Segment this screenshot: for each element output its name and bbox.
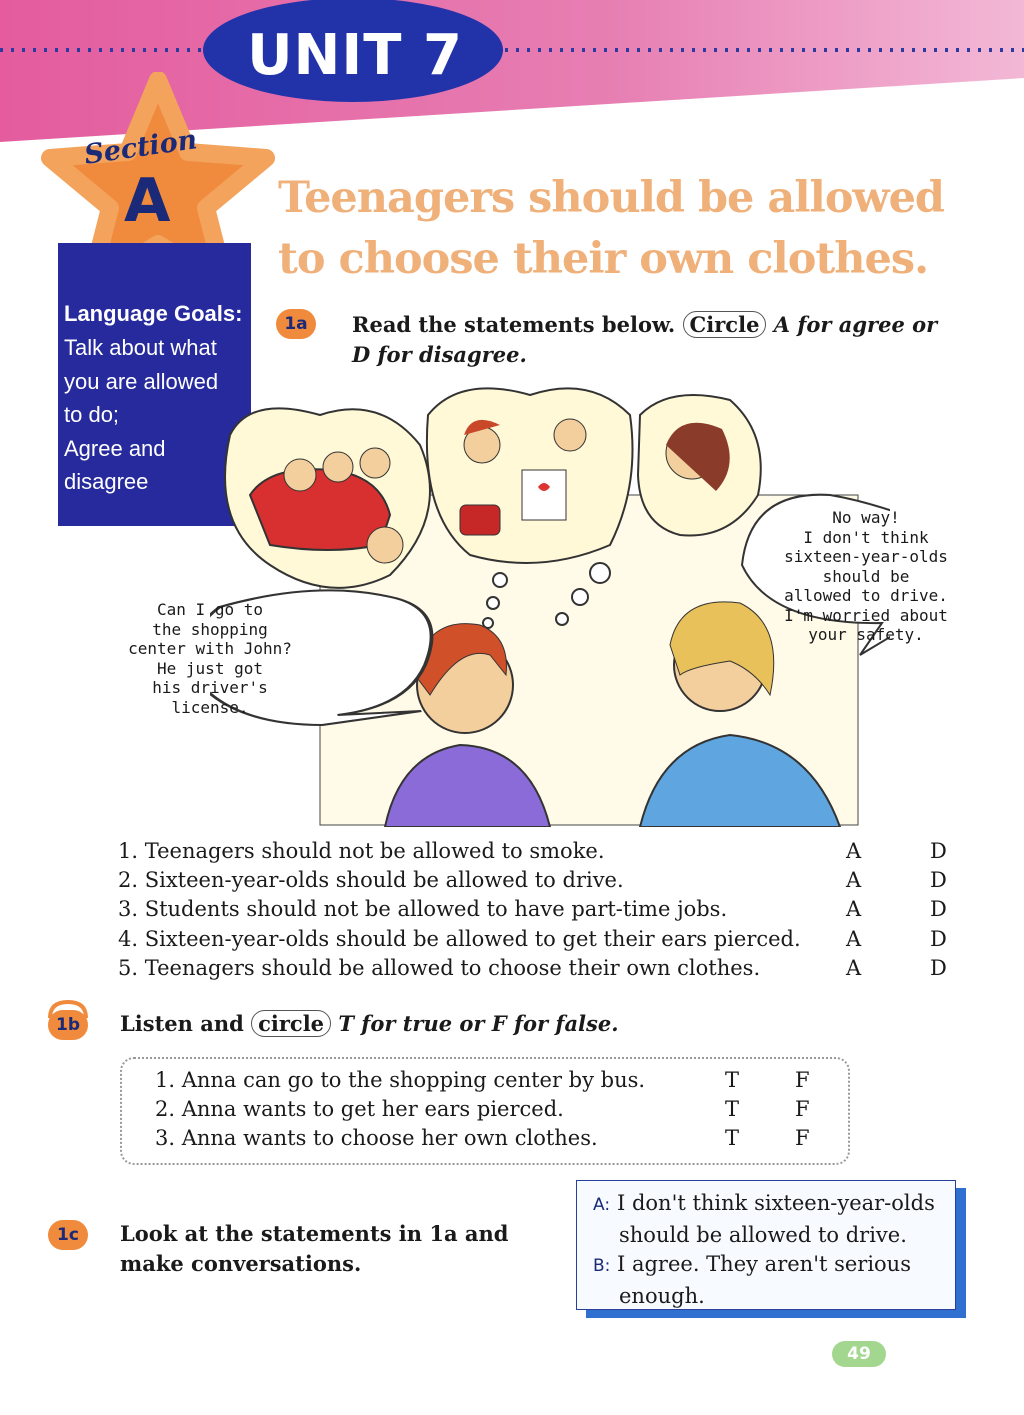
agree-option[interactable]: A — [846, 897, 862, 922]
language-goal-line: Talk about what — [64, 335, 217, 360]
dialog-line: I don't think sixteen-year-olds — [617, 1191, 935, 1215]
true-false-table — [155, 1065, 835, 1153]
language-goal-line: you are allowed — [64, 368, 219, 394]
agree-option[interactable]: A — [846, 867, 862, 892]
instruction-text: A for agree or — [773, 312, 938, 337]
statement-text: 5. Teenagers should be allowed to choose their own clothes. — [118, 955, 761, 980]
disagree-option[interactable]: D — [930, 867, 947, 892]
statement-row — [118, 836, 978, 865]
disagree-option[interactable]: D — [930, 897, 947, 922]
true-false-text: 1. Anna can go to the shopping center by bus. — [155, 1067, 646, 1092]
page-number: 49 — [832, 1341, 886, 1367]
circle-word: Circle — [683, 311, 767, 338]
language-goal-line: to do; — [64, 402, 120, 427]
activity-1b-instruction — [120, 1009, 820, 1039]
activity-1a-badge: 1a — [276, 309, 316, 339]
speech-bubble-left-text: Can I go to the shopping center with John? He just got his driver's license. — [128, 600, 292, 717]
false-option[interactable]: F — [795, 1096, 810, 1121]
activity-1b-badge: 1b — [48, 1010, 88, 1040]
page-title — [278, 168, 978, 290]
true-false-text: 2. Anna wants to get her ears pierced. — [155, 1096, 564, 1121]
true-false-text: 3. Anna wants to choose her own clothes. — [155, 1126, 598, 1151]
section-label: Section — [82, 124, 200, 171]
true-false-row — [155, 1094, 835, 1123]
language-goal-line: disagree — [64, 469, 149, 494]
statement-text: 2. Sixteen-year-olds should be allowed to drive. — [118, 867, 624, 892]
section-letter: A — [124, 166, 171, 236]
speaker-a-label: A: — [593, 1195, 611, 1215]
instruction-text: D for disagree. — [352, 342, 527, 367]
speech-bubble-right-text: No way! I don't think sixteen-year-olds should be allowed to drive. I'm worried about your safety. — [784, 508, 948, 644]
language-goal-line: Agree and — [64, 435, 166, 461]
true-option[interactable]: T — [725, 1126, 740, 1151]
statement-row — [118, 895, 978, 924]
instruction-text: Look at the statements in 1a and — [120, 1221, 509, 1246]
true-option[interactable]: T — [725, 1096, 740, 1121]
agree-option[interactable]: A — [846, 838, 862, 863]
activity-1c-badge: 1c — [48, 1220, 88, 1250]
language-goals-heading: Language Goals: — [64, 301, 243, 326]
sample-dialog-box — [576, 1180, 956, 1310]
statements-table — [118, 836, 978, 982]
unit-title: UNIT 7 — [247, 22, 463, 88]
statement-text: 1. Teenagers should not be allowed to smoke. — [118, 838, 605, 863]
true-option[interactable]: T — [725, 1067, 740, 1092]
instruction-text: Read the statements below. — [352, 312, 676, 337]
agree-option[interactable]: A — [846, 955, 862, 980]
statement-row — [118, 953, 978, 982]
instruction-text: make conversations. — [120, 1251, 362, 1276]
statement-row — [118, 865, 978, 894]
disagree-option[interactable]: D — [930, 955, 947, 980]
dialog-line: I agree. They aren't serious — [617, 1252, 911, 1276]
true-false-row — [155, 1124, 835, 1153]
instruction-text: T for true or F for false. — [338, 1011, 619, 1036]
agree-option[interactable]: A — [846, 926, 862, 951]
statement-row — [118, 924, 978, 953]
statement-text: 3. Students should not be allowed to have part-time jobs. — [118, 897, 728, 922]
disagree-option[interactable]: D — [930, 926, 947, 951]
handbag-icon — [460, 505, 500, 535]
disagree-option[interactable]: D — [930, 838, 947, 863]
headphones-icon — [44, 1000, 92, 1018]
page-title-line1: Teenagers should be allowed — [278, 173, 944, 223]
statement-text: 4. Sixteen-year-olds should be allowed to get their ears pierced. — [118, 926, 801, 951]
speaker-b-label: B: — [593, 1256, 611, 1276]
instruction-text: Listen and — [120, 1011, 244, 1036]
t-shirt-icon — [522, 470, 566, 520]
dialog-line: enough. — [619, 1283, 705, 1308]
activity-1a-instruction — [352, 310, 972, 370]
dialog-line: should be allowed to drive. — [619, 1222, 907, 1247]
activity-1c-instruction — [120, 1219, 560, 1279]
true-false-row — [155, 1065, 835, 1094]
page-title-line2: to choose their own clothes. — [278, 234, 929, 284]
false-option[interactable]: F — [795, 1126, 810, 1151]
circle-word: circle — [251, 1010, 331, 1037]
false-option[interactable]: F — [795, 1067, 810, 1092]
